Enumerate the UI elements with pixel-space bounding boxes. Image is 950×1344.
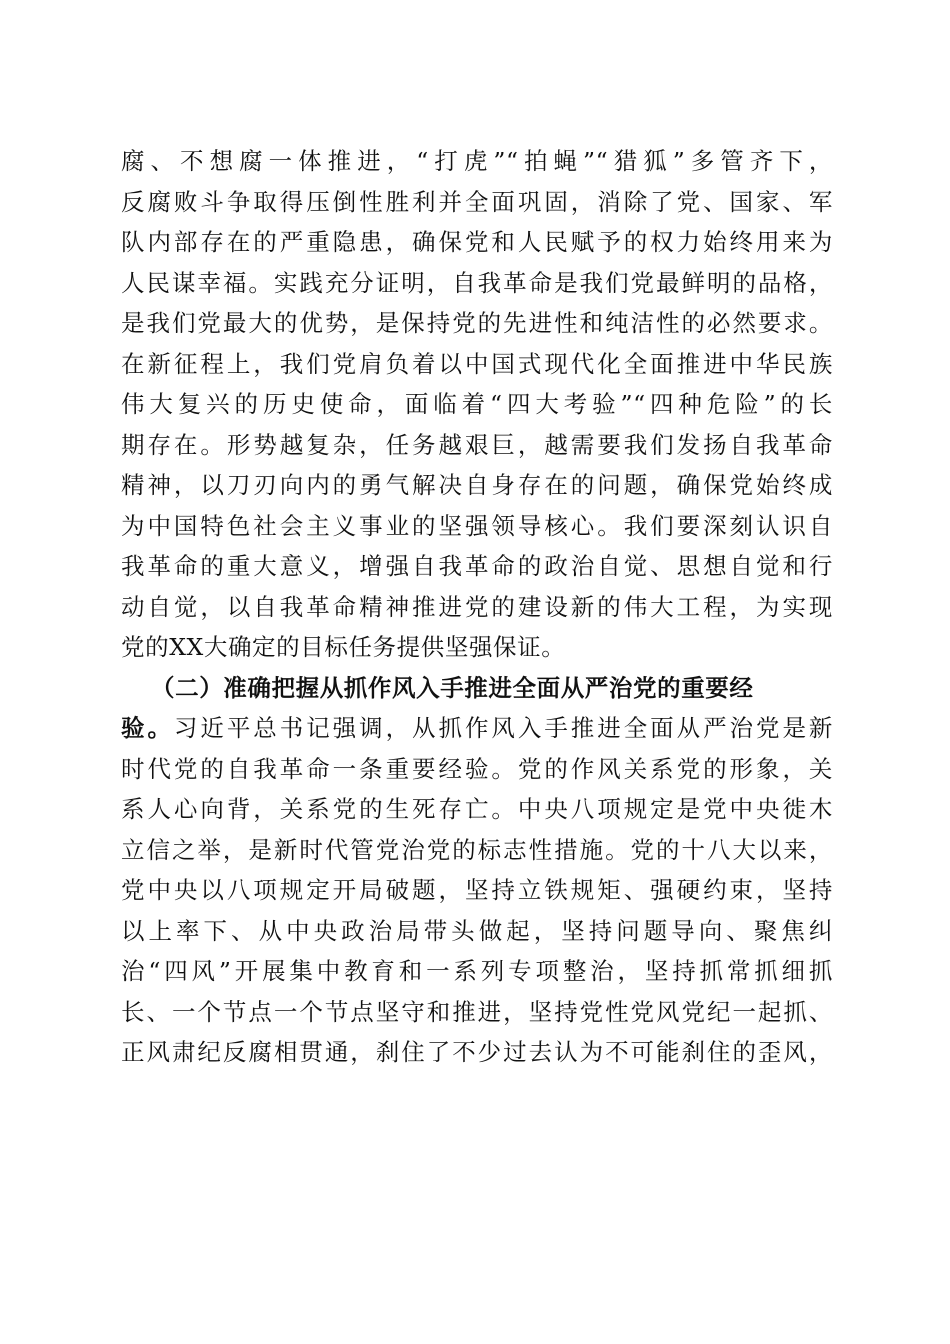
text-line: 治“四风”开展集中教育和一系列专项整治，坚持抓常抓细抓 [121, 957, 833, 985]
text-line: 系人心向背，关系党的生死存亡。中央八项规定是党中央徙木 [121, 795, 833, 823]
text-line: 以上率下、从中央政治局带头做起，坚持问题导向、聚焦纠 [121, 916, 833, 945]
text-line: 为中国特色社会主义事业的坚强领导核心。我们要深刻认识自 [121, 511, 833, 540]
text-line [121, 708, 833, 749]
text-line: 党中央以八项规定开局破题，坚持立铁规矩、强硬约束，坚持 [121, 876, 833, 904]
text-line: 在新征程上，我们党肩负着以中国式现代化全面推进中华民族 [121, 349, 833, 378]
text-line: 时代党的自我革命一条重要经验。党的作风关系党的形象，关 [121, 754, 833, 783]
section-heading-line [121, 668, 833, 709]
text-line: 是我们党最大的优势，是保持党的先进性和纯洁性的必然要求。 [121, 309, 833, 337]
text-line: 精神，以刀刃向内的勇气解决自身存在的问题，确保党始终成 [121, 471, 833, 499]
text-line: 党的XX大确定的目标任务提供坚强保证。 [121, 633, 566, 661]
text-line: 正风肃纪反腐相贯通，刹住了不少过去认为不可能刹住的歪风， [121, 1038, 833, 1066]
text-line: 队内部存在的严重隐患，确保党和人民赋予的权力始终用来为 [121, 228, 833, 256]
text-line-rest: 习近平总书记强调，从抓作风入手推进全面从严治党是新 [173, 714, 834, 742]
section-heading-end: 验。 [121, 714, 174, 742]
text-line: 反腐败斗争取得压倒性胜利并全面巩固，消除了党、国家、军 [121, 187, 833, 216]
section-heading: （二）准确把握从抓作风入手推进全面从严治党的重要经 [151, 673, 754, 702]
text-line: 长、一个节点一个节点坚守和推进，坚持党性党风党纪一起抓、 [121, 997, 833, 1026]
text-line: 期存在。形势越复杂，任务越艰巨，越需要我们发扬自我革命 [121, 430, 833, 459]
body-text [121, 141, 833, 1073]
text-line: 立信之举，是新时代管党治党的标志性措施。党的十八大以来， [121, 835, 833, 864]
text-line: 我革命的重大意义，增强自我革命的政治自觉、思想自觉和行 [121, 552, 833, 580]
text-line: 人民谋幸福。实践充分证明，自我革命是我们党最鲜明的品格， [121, 268, 833, 297]
text-line: 动自觉，以自我革命精神推进党的建设新的伟大工程，为实现 [121, 592, 833, 621]
text-line: 腐、不想腐一体推进，“打虎”“拍蝇”“猎狐”多管齐下， [121, 147, 833, 175]
text-line: 伟大复兴的历史使命，面临着“四大考验”“四种危险”的长 [121, 390, 833, 418]
